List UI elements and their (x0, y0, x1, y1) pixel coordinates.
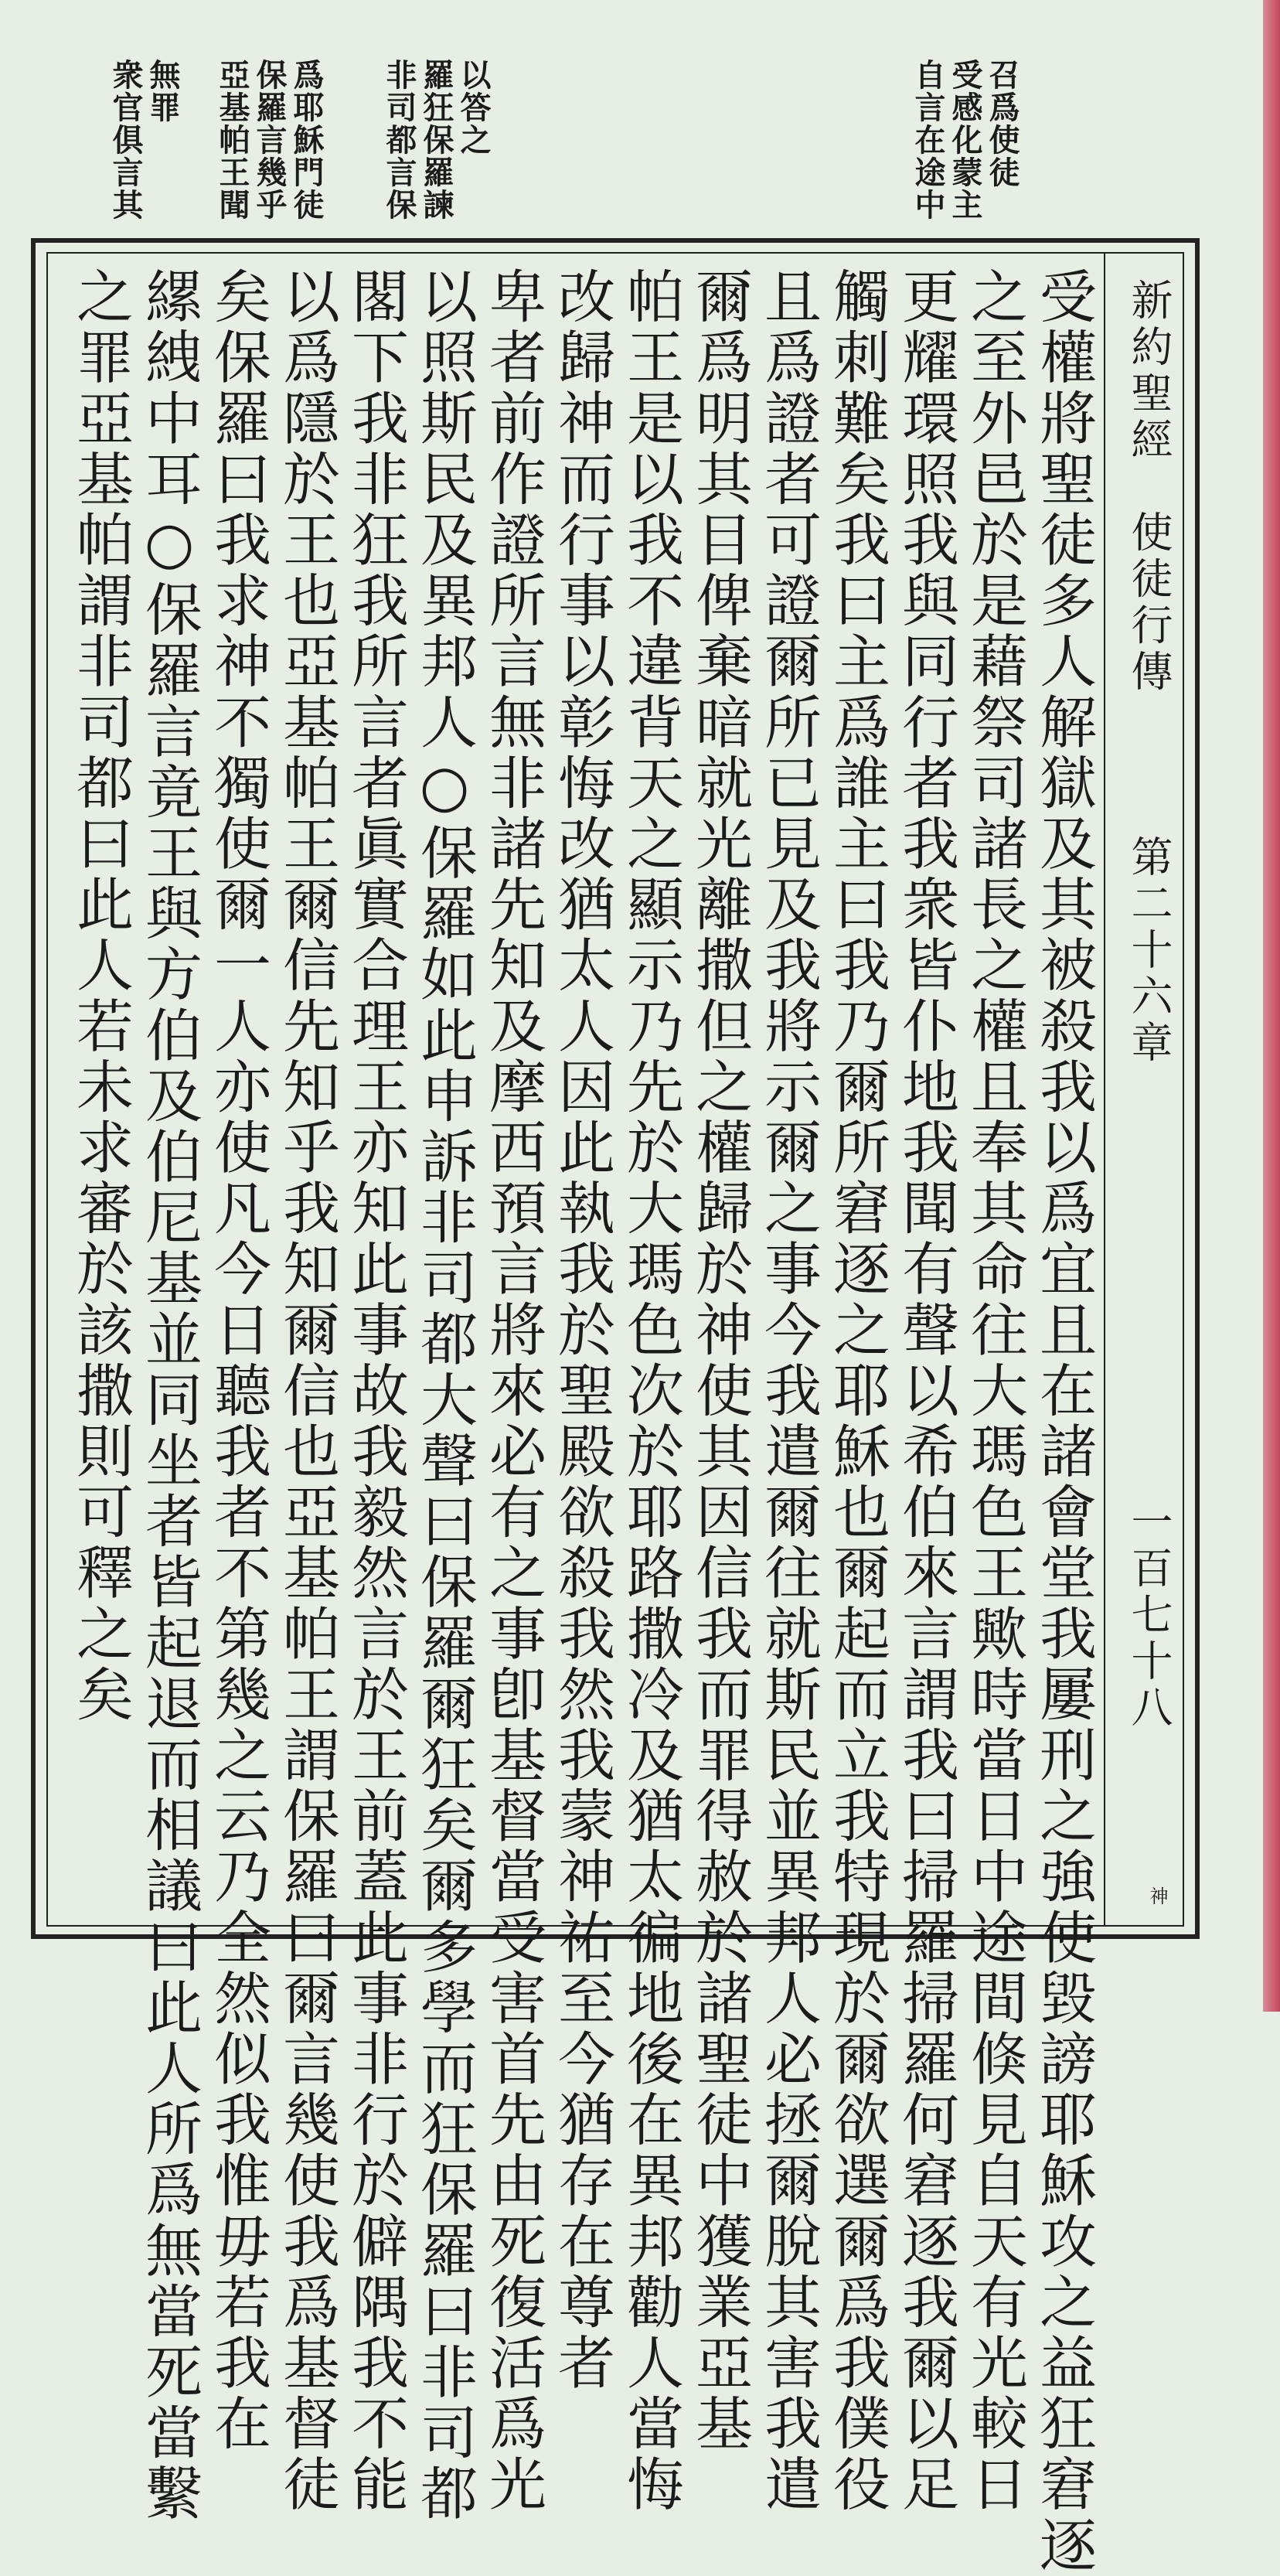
text-column-4: 觸刺難矣我曰主爲誰主曰我乃爾所窘逐之耶穌也爾起而立我特現於爾欲選爾爲我僕役 (824, 267, 890, 2516)
margin-note-2-line-3: 以答之 (455, 59, 492, 156)
margin-note-3-line-3: 爲耶穌門徒 (288, 59, 325, 221)
margin-note-3-line-2: 保羅言幾乎 (251, 59, 288, 221)
text-column-8: 改歸神而行事以彰悔改猶太人因此執我於聖殿欲殺我然我蒙神祐至今猶存在尊者 (549, 267, 615, 2394)
text-column-7: 帕王是以我不違背天之顯示乃先於大瑪色次於耶路撒冷及猶太徧地後在異邦勸人當悔 (618, 267, 684, 2516)
margin-note-1-line-1: 自言在途中 (910, 59, 946, 221)
corner-mark: 神 (1146, 1886, 1168, 1905)
text-column-10: 以照斯民及異邦人○保羅如此申訴非司都大聲曰保羅爾狂矣爾多學而狂保羅曰非司都 (411, 267, 478, 2525)
chapter-heading: 第二十六章 (1125, 835, 1173, 1067)
text-column-3: 更耀環照我與同行者我衆皆仆地我聞有聲以希伯來言謂我曰掃羅掃羅何窘逐我爾以足 (893, 267, 959, 2516)
text-column-6: 爾爲明其目俾棄暗就光離撒但之權歸於神使其因信我而罪得赦於諸聖徒中獲業亞基 (686, 267, 753, 2455)
margin-note-2-line-1: 非司都言保 (381, 59, 417, 221)
text-column-1: 受權將聖徒多人解獄及其被殺我以爲宜且在諸會堂我屢刑之強使毀謗耶穌攻之益狂窘逐 (1030, 267, 1097, 2576)
margin-note-4-line-2: 無罪 (145, 59, 181, 124)
book-name: 使徒行傳 (1125, 510, 1173, 696)
margin-note-1-line-2: 受感化蒙主 (947, 59, 983, 221)
text-column-15: 之罪亞基帕謂非司都曰此人若未求審於該撒則可釋之矣 (67, 267, 134, 1726)
margin-note-3-line-1: 亞基帕王聞 (214, 59, 250, 221)
text-column-14: 縲絏中耳○保羅言竟王與方伯及伯尼基並同坐者皆起退而相議曰此人所爲無當死當繫 (136, 267, 203, 2525)
margin-note-4-line-1: 衆官俱言其 (107, 59, 144, 221)
book-edge (1263, 0, 1280, 2012)
text-column-11: 閣下我非狂我所言者眞實合理王亦知此事故我毅然言於王前蓋此事非行於僻隅我不能 (342, 267, 409, 2516)
text-column-9: 卑者前作證所言無非諸先知及摩西預言將來必有之事卽基督當受害首先由死復活爲光 (480, 267, 546, 2516)
text-column-5: 且爲證者可證爾所已見及我將示爾之事今我遣爾往就斯民並異邦人必拯爾脫其害我遣 (755, 267, 822, 2516)
page-number: 一百七十八 (1125, 1500, 1173, 1732)
text-column-13: 矣保羅曰我求神不獨使爾一人亦使凡今日聽我者不第幾之云乃全然似我惟毋若我在 (205, 267, 271, 2455)
book-title: 新約聖經 (1125, 278, 1173, 464)
margin-note-2-line-2: 羅狂保羅諫 (418, 59, 454, 221)
text-column-2: 之至外邑於是藉祭司諸長之權且奉其命往大瑪色王歟時當日中途間倏見自天有光較日 (962, 267, 1028, 2516)
margin-note-1-line-3: 召爲使徒 (984, 59, 1020, 189)
text-column-12: 以爲隱於王也亞基帕王爾信先知乎我知爾信也亞基帕王謂保羅曰爾言幾使我爲基督徒 (274, 267, 340, 2516)
